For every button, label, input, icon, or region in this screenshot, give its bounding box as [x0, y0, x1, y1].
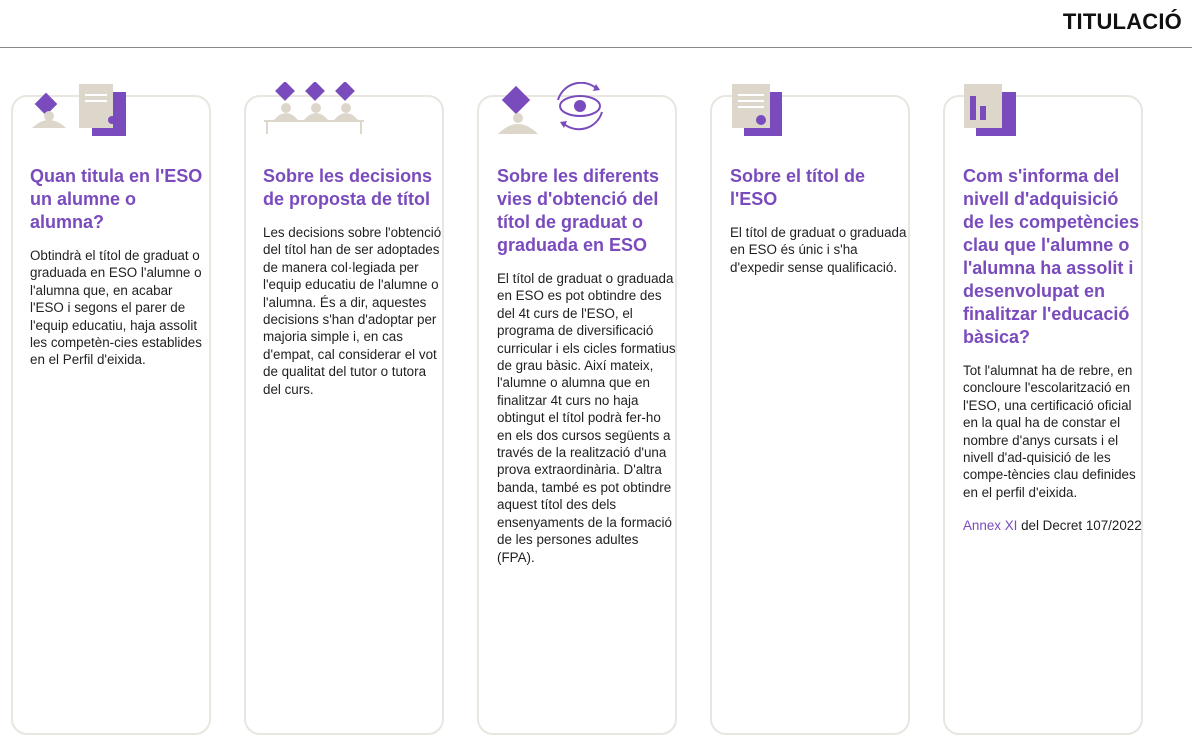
- student-diploma-icon: [30, 82, 130, 143]
- card-body: Les decisions sobre l'obtenció del títol han de ser adoptades de manera col·legiada per l'equip educatiu de l'alumne o l'alumna. És a dir, aquestes decisions s'han d'adoptar per majoria simple i, en cas d'empat, cal considerar el vot de qualitat del tutor o tutora del curs.: [263, 225, 442, 397]
- card-title: Quan titula en l'ESO un alumne o alumna?: [30, 166, 203, 232]
- card-body: Obtindrà el títol de graduat o graduada en ESO l'alumne o l'alumna que, en acabar l'ESO i segons el parer de l'equip educatiu, haja assolit les competèn-cies establides en el Perfil d'eixida.: [30, 248, 202, 368]
- card-title: Com s'informa del nivell d'adquisició de les competències clau que l'alumne o l'alumna ha assolit i desenvolupat en finalitzar l'educació bàsica?: [963, 166, 1140, 347]
- team-decision-icon: [262, 82, 367, 143]
- card-content: [30, 165, 210, 369]
- certificate-icon: [730, 82, 790, 143]
- card-content: [963, 165, 1143, 535]
- reference-text: del Decret 107/2022: [1017, 518, 1142, 534]
- card-body: Tot l'alumnat ha de rebre, en concloure l'escolarització en l'ESO, una certificació oficial en la qual ha de constar el nombre d'anys cursats i el nivell d'ad-quisició de les compe-tències clau definides en el perfil d'eixida.: [963, 363, 1136, 500]
- card-title: Sobre les decisions de proposta de títol: [263, 166, 433, 209]
- card-title: Sobre les diferents vies d'obtenció del títol de graduat o graduada en ESO: [497, 166, 660, 255]
- header-divider: [0, 47, 1192, 48]
- page-title: TITULACIÓ: [1062, 9, 1182, 34]
- card-reference: [963, 517, 1143, 534]
- report-chart-icon: [962, 82, 1022, 143]
- annex-link[interactable]: Annex XI: [963, 518, 1018, 534]
- card-title: Sobre el títol de l'ESO: [730, 166, 866, 209]
- card-body: El títol de graduat o graduada en ESO és únic i s'ha d'expedir sense qualificació.: [730, 225, 907, 275]
- card-content: [730, 165, 910, 276]
- card-body: El títol de graduat o graduada en ESO es pot obtindre des del 4t curs de l'ESO, el programa de diversificació curricular i els cicles formatius de grau bàsic. Així mateix, l'alumne o alumna que en finalitzar 4t curs no haja obtingut el títol podrà fer-ho en els dos cursos següents a través de la realització d'una prova extraordinària. D'altra banda, també es pot obtindre aquest títol des dels ensenyaments de la formació de les persones adultes (FPA).: [497, 271, 676, 565]
- card-content: [263, 165, 443, 398]
- pathways-icon: [496, 82, 616, 143]
- card-content: [497, 165, 677, 566]
